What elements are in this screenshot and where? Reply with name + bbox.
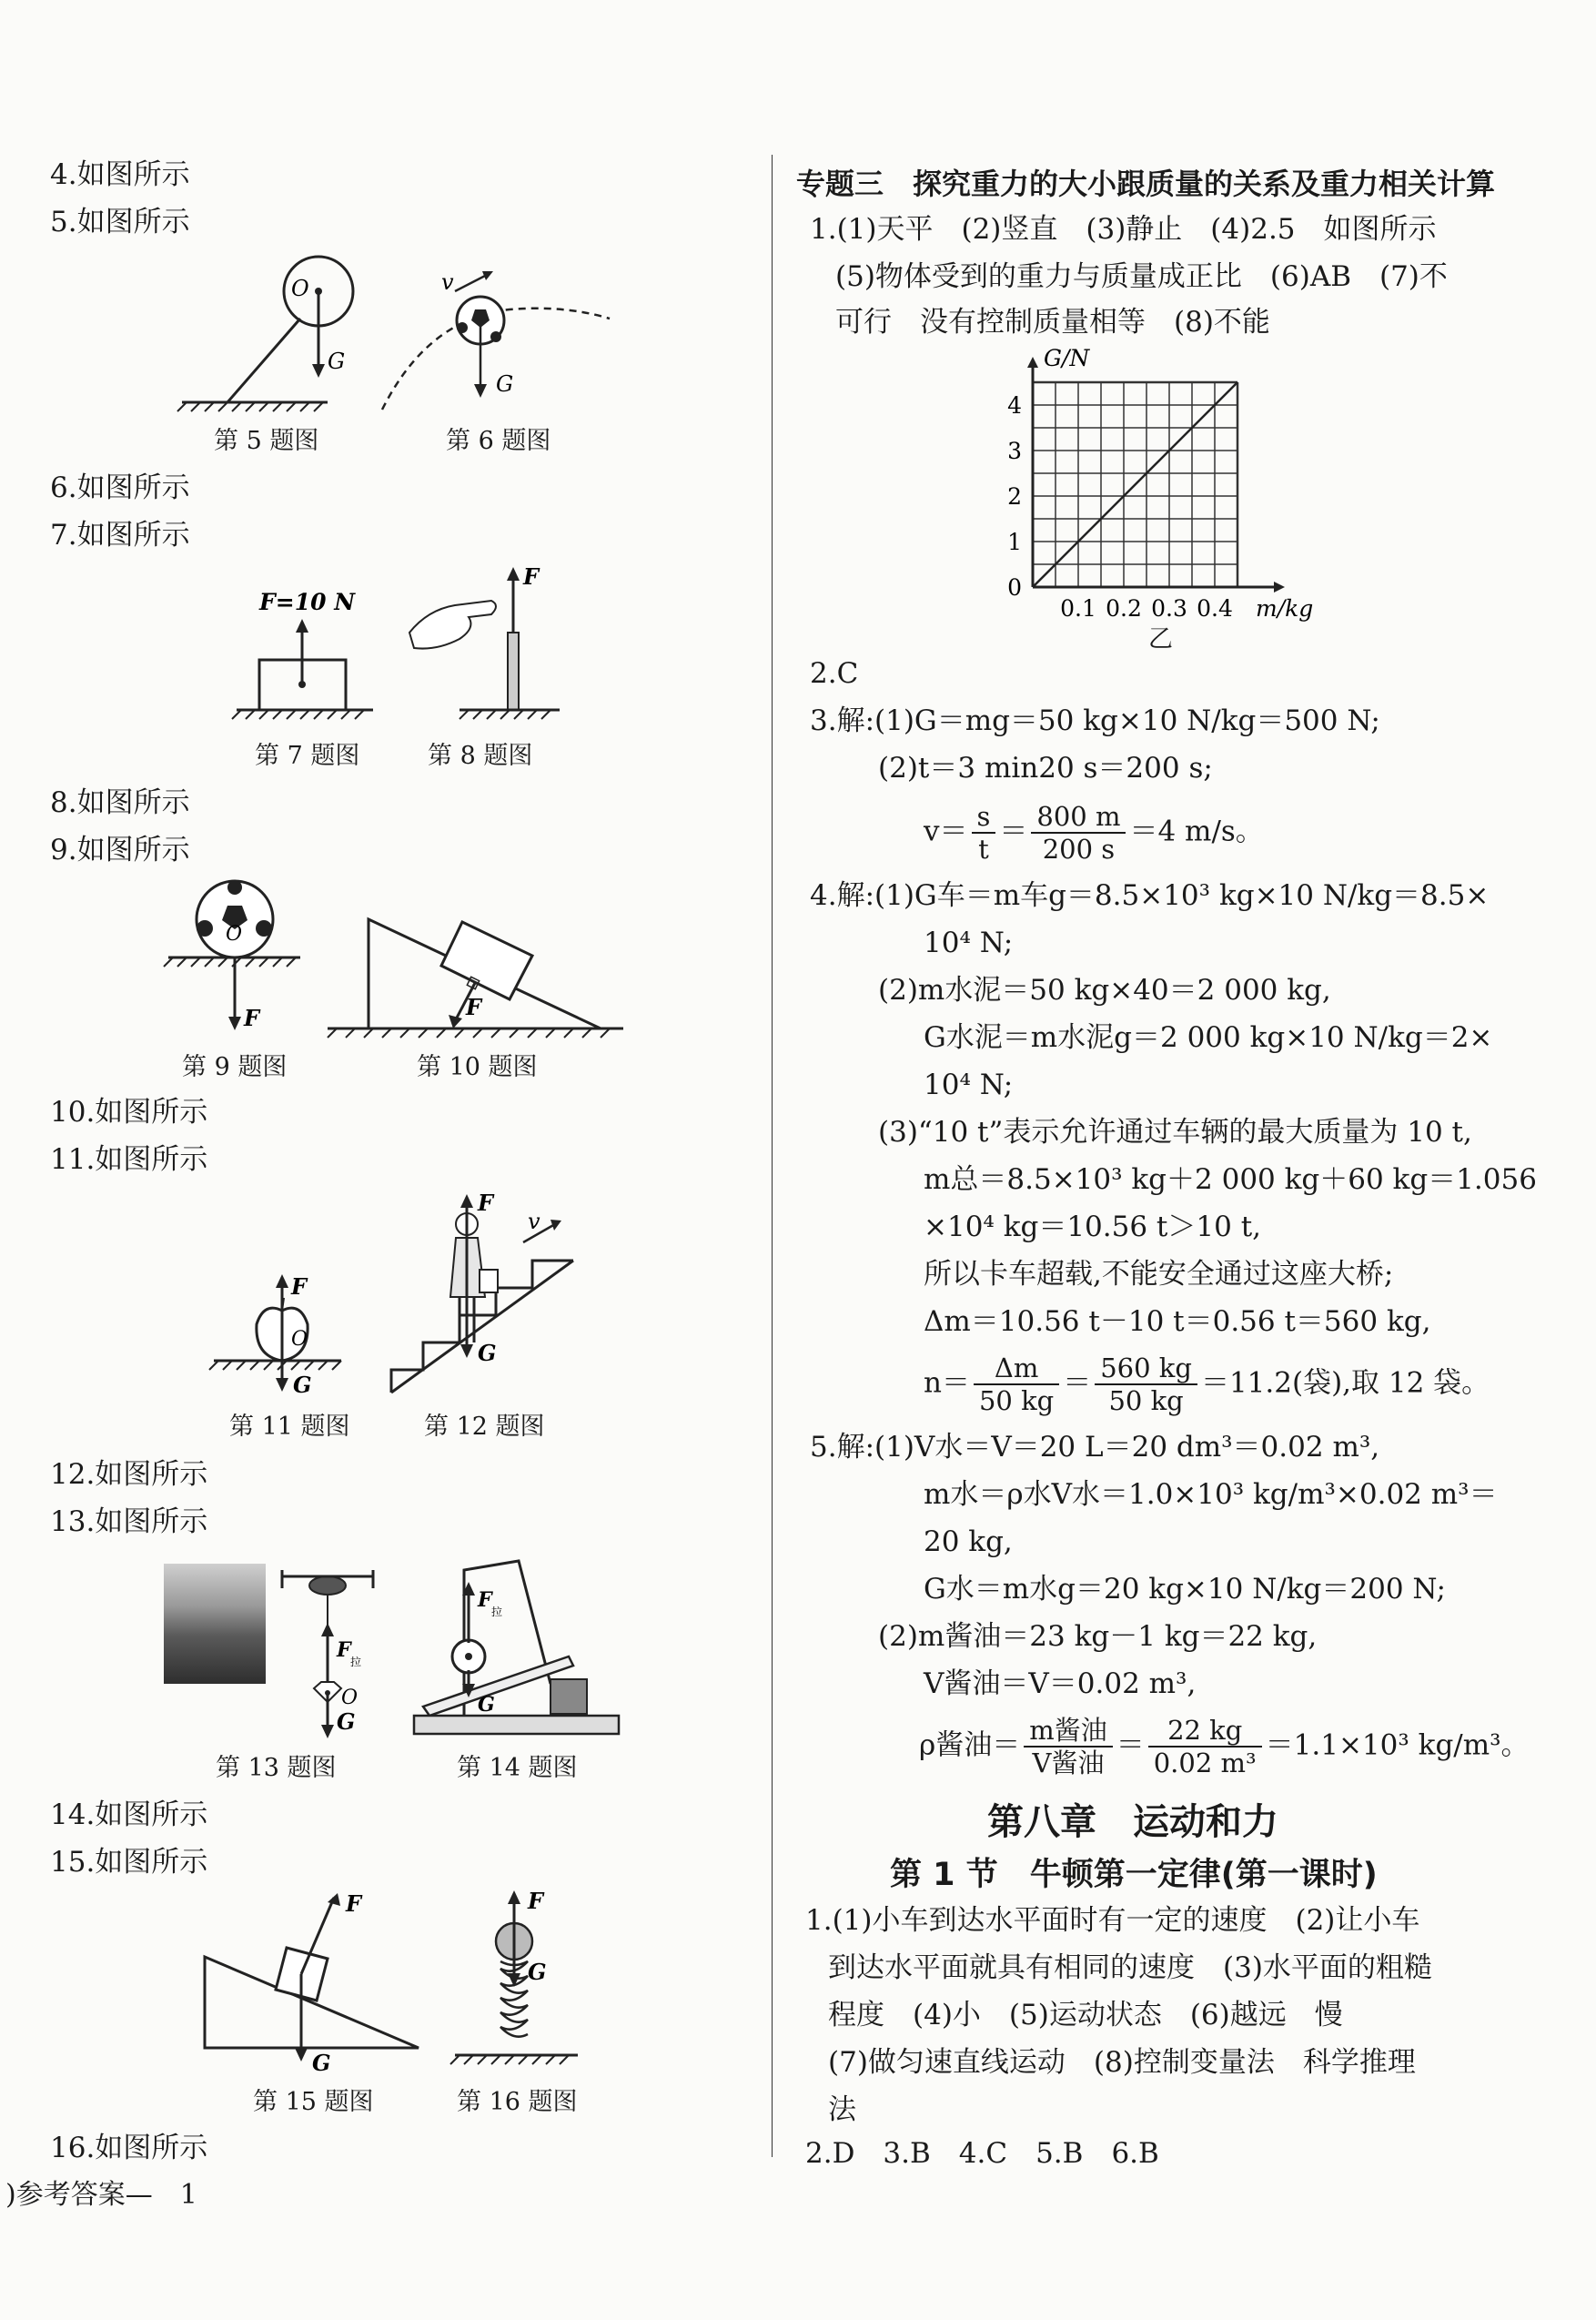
item-6: 6.如图所示	[50, 471, 190, 504]
q4-line-6: (3)“10 t”表示允许通过车辆的最大质量为 10 t,	[878, 1116, 1472, 1149]
label-F: F	[244, 1005, 260, 1031]
figure-13-photo	[164, 1564, 266, 1684]
caption-f10: 第 10 题图	[417, 1053, 538, 1081]
q1-line-2: (5)物体受到的重力与质量成正比 (6)AB (7)不	[835, 260, 1448, 293]
label-O: O	[291, 1328, 308, 1351]
s1-line-4: (7)做匀速直线运动 (8)控制变量法 科学推理	[828, 2046, 1416, 2079]
figure-12	[387, 1188, 587, 1397]
item-11: 11.如图所示	[50, 1143, 208, 1176]
x-tick-label: 0.3	[1151, 595, 1187, 622]
q4-line-4: G水泥＝m水泥g＝2 000 kg×10 N/kg＝2×	[924, 1021, 1493, 1054]
y-tick-label: 4	[1007, 392, 1022, 419]
q3-formula-v: v＝ $\frac{s}{t}$ ＝ $\frac{800 m}{200 s}$ ＝4 m/s。	[924, 801, 1264, 865]
q1-line-1: 1.(1)天平 (2)竖直 (3)静止 (4)2.5 如图所示	[810, 213, 1437, 246]
label-G: G	[312, 2050, 331, 2076]
item-12: 12.如图所示	[50, 1458, 208, 1491]
figure-15	[196, 1890, 428, 2076]
caption-f12: 第 12 题图	[424, 1413, 545, 1441]
item-13: 13.如图所示	[50, 1505, 208, 1538]
x-tick-label: 0.2	[1106, 595, 1142, 622]
item-14: 14.如图所示	[50, 1798, 208, 1831]
q4-line-9: 所以卡车超载,不能安全通过这座大桥;	[924, 1258, 1394, 1291]
q4-line-5: 10⁴ N;	[924, 1069, 1014, 1101]
label-v: v	[528, 1209, 540, 1234]
label-O: O	[341, 1687, 359, 1709]
label-F: F	[466, 994, 482, 1020]
s2: 2.D 3.B 4.C 5.B 6.B	[805, 2137, 1159, 2170]
label-F: F	[291, 1273, 308, 1300]
label-F: F	[523, 563, 540, 590]
label-O: O	[226, 923, 243, 946]
item-5: 5.如图所示	[50, 206, 190, 238]
figure-16	[450, 1889, 587, 2071]
figure-13-drone	[278, 1565, 387, 1748]
figure-5	[173, 246, 346, 410]
caption-f8: 第 8 题图	[428, 742, 533, 770]
q4-formula-n: n＝ $\frac{\Delta m}{50 kg}$ ＝ $\frac{560 kg}{50 kg}$ ＝11.2(袋),取 12 袋。	[924, 1352, 1490, 1416]
s1-line-1: 1.(1)小车到达水平面时有一定的速度 (2)让小车	[805, 1904, 1420, 1937]
figure-14	[409, 1552, 628, 1738]
item-16: 16.如图所示	[50, 2132, 208, 2164]
q4-line-1: 4.解:(1)G车＝m车g＝8.5×10³ kg×10 N/kg＝8.5×	[810, 879, 1490, 912]
q5-line-4: G水＝m水g＝20 kg×10 N/kg＝200 N;	[924, 1573, 1446, 1606]
q4-line-2: 10⁴ N;	[924, 927, 1014, 959]
figure-6	[373, 264, 619, 419]
q5-line-3: 20 kg,	[924, 1525, 1013, 1558]
q5-formula-rho: ρ酱油＝ $\frac{\text{m酱油}}{\text{V酱油}}$ ＝ $\frac{22 kg}{\text{0.02 m³}}$ ＝1.1×10³ kg/m³。	[919, 1715, 1530, 1778]
g-m-graph	[992, 346, 1319, 646]
label-G: G	[337, 1708, 356, 1735]
figure-9	[164, 878, 309, 1042]
footer: )参考答案— 1	[5, 2179, 197, 2211]
label-F: F	[478, 1190, 494, 1216]
caption-f13: 第 13 题图	[216, 1754, 337, 1782]
label-F: F	[528, 1888, 544, 1914]
label-la: 拉	[491, 1606, 503, 1618]
y-axis-label: G/N	[1044, 345, 1090, 371]
caption-f5: 第 5 题图	[214, 427, 319, 455]
item-9: 9.如图所示	[50, 834, 190, 866]
chapter-title: 第八章 运动和力	[987, 1801, 1278, 1843]
label-v: v	[441, 269, 454, 295]
x-axis-label: m/kg	[1256, 595, 1314, 622]
x-axis-arrow	[1274, 582, 1285, 593]
item-15: 15.如图所示	[50, 1846, 208, 1879]
label-G: G	[328, 349, 346, 374]
x-tick-label: 0.1	[1060, 595, 1096, 622]
caption-f6: 第 6 题图	[446, 427, 551, 455]
graph-caption: 乙	[1148, 625, 1173, 653]
q5-line-1: 5.解:(1)V水＝V＝20 L＝20 dm³＝0.02 m³,	[810, 1431, 1380, 1464]
q4-line-3: (2)m水泥＝50 kg×40＝2 000 kg,	[878, 974, 1331, 1007]
q3-line-2: (2)t＝3 min20 s＝200 s;	[878, 752, 1213, 785]
q4-line-10: Δm＝10.56 t－10 t＝0.56 t＝560 kg,	[924, 1305, 1431, 1338]
caption-f16: 第 16 题图	[457, 2088, 578, 2116]
label-G: G	[478, 1340, 497, 1366]
q4-line-8: ×10⁴ kg＝10.56 t＞10 t,	[924, 1211, 1262, 1243]
s1-line-2: 到达水平面就具有相同的速度 (3)水平面的粗糙	[828, 1951, 1432, 1984]
q1-line-3: 可行 没有控制质量相等 (8)不能	[835, 306, 1270, 339]
q3-line-1: 3.解:(1)G＝mg＝50 kg×10 N/kg＝500 N;	[810, 704, 1380, 737]
section-title: 第 1 节 牛顿第一定律(第一课时)	[890, 1857, 1378, 1893]
s1-line-3: 程度 (4)小 (5)运动状态 (6)越远 慢	[828, 1999, 1343, 2031]
q4-line-7: m总＝8.5×10³ kg＋2 000 kg＋60 kg＝1.056	[924, 1163, 1537, 1196]
item-4: 4.如图所示	[50, 158, 190, 191]
q5-line-6: V酱油＝V＝0.02 m³,	[924, 1667, 1197, 1700]
q5-line-2: m水＝ρ水V水＝1.0×10³ kg/m³×0.02 m³＝	[924, 1478, 1498, 1511]
label-F: F	[346, 1890, 362, 1917]
caption-f14: 第 14 题图	[457, 1754, 578, 1782]
s1-line-5: 法	[828, 2093, 856, 2126]
series-line	[1033, 382, 1237, 587]
y-tick-label: 2	[1007, 483, 1022, 510]
label-O: O	[291, 276, 309, 301]
item-8: 8.如图所示	[50, 786, 190, 819]
item-10: 10.如图所示	[50, 1096, 208, 1129]
item-7: 7.如图所示	[50, 519, 190, 552]
label-F: F	[478, 1588, 492, 1612]
caption-f9: 第 9 题图	[182, 1053, 288, 1081]
y-tick-label: 1	[1007, 529, 1022, 555]
topic-title: 专题三 探究重力的大小跟质量的关系及重力相关计算	[796, 167, 1496, 201]
q2: 2.C	[810, 657, 859, 690]
column-divider	[772, 155, 773, 2157]
figure-10	[328, 906, 628, 1042]
caption-f7: 第 7 题图	[255, 742, 360, 770]
label-G: G	[528, 1959, 547, 1985]
figure-8	[405, 564, 569, 728]
label-G: G	[478, 1693, 495, 1717]
q5-line-5: (2)m酱油＝23 kg－1 kg＝22 kg,	[878, 1620, 1318, 1653]
label-G: G	[496, 371, 514, 397]
y-tick-label: 3	[1007, 438, 1022, 464]
x-tick-label: 0.4	[1197, 595, 1233, 622]
caption-f11: 第 11 题图	[229, 1413, 350, 1441]
label-la: 拉	[350, 1656, 362, 1668]
label-F: F	[337, 1638, 351, 1662]
y-axis-arrow	[1027, 357, 1038, 368]
y-tick-label: 0	[1007, 574, 1022, 601]
figure-7	[232, 583, 387, 719]
label-F10: F=10 N	[259, 589, 356, 615]
figure-11	[209, 1274, 346, 1402]
caption-f15: 第 15 题图	[253, 2088, 374, 2116]
label-G: G	[293, 1372, 312, 1398]
